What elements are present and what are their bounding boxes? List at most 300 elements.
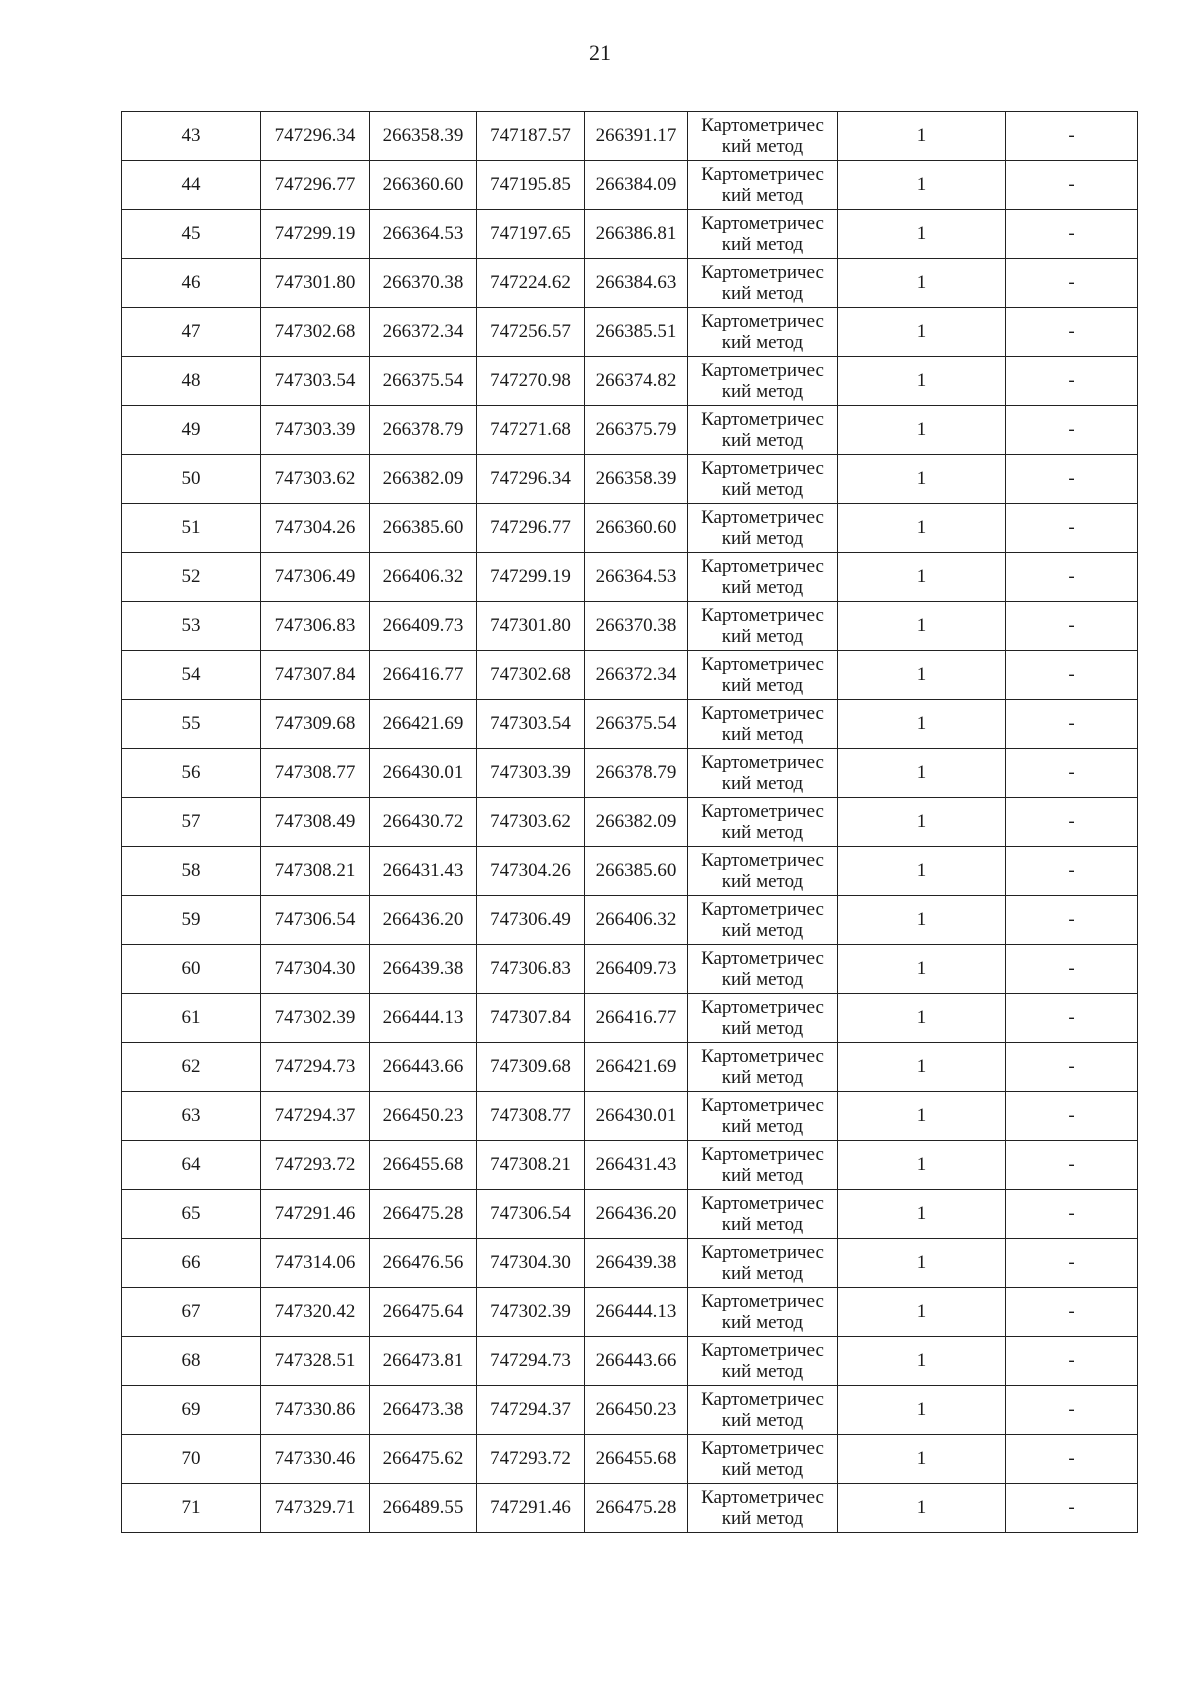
x2-cell: 747306.54	[477, 1190, 585, 1239]
accuracy-cell: 1	[838, 1337, 1006, 1386]
point-number-cell: 52	[122, 553, 261, 602]
method-line-2: кий метод	[721, 1508, 804, 1529]
y1-cell: 266431.43	[370, 847, 477, 896]
point-number-cell: 55	[122, 700, 261, 749]
x2-cell: 747308.77	[477, 1092, 585, 1141]
table-row	[122, 553, 1138, 602]
table-row	[122, 1092, 1138, 1141]
accuracy-cell: 1	[838, 308, 1006, 357]
y2-cell: 266360.60	[585, 504, 688, 553]
y2-cell: 266430.01	[585, 1092, 688, 1141]
accuracy-cell: 1	[838, 1190, 1006, 1239]
method-cell	[688, 1288, 838, 1337]
x1-cell: 747294.73	[261, 1043, 370, 1092]
point-number-cell: 61	[122, 994, 261, 1043]
method-cell	[688, 700, 838, 749]
note-cell: -	[1006, 1043, 1138, 1092]
accuracy-cell: 1	[838, 1239, 1006, 1288]
accuracy-cell: 1	[838, 112, 1006, 161]
x1-cell: 747309.68	[261, 700, 370, 749]
y2-cell: 266385.60	[585, 847, 688, 896]
table-row	[122, 994, 1138, 1043]
note-cell: -	[1006, 1288, 1138, 1337]
y1-cell: 266360.60	[370, 161, 477, 210]
y1-cell: 266378.79	[370, 406, 477, 455]
method-cell	[688, 896, 838, 945]
x1-cell: 747306.49	[261, 553, 370, 602]
table-row	[122, 1043, 1138, 1092]
method-line-1: Картометричес	[701, 899, 824, 920]
method-line-2: кий метод	[721, 136, 804, 157]
method-cell	[688, 1435, 838, 1484]
method-line-2: кий метод	[721, 381, 804, 402]
method-cell	[688, 259, 838, 308]
method-line-2: кий метод	[721, 185, 804, 206]
note-cell: -	[1006, 1239, 1138, 1288]
y2-cell: 266372.34	[585, 651, 688, 700]
table-row	[122, 406, 1138, 455]
y1-cell: 266473.38	[370, 1386, 477, 1435]
method-line-2: кий метод	[721, 1214, 804, 1235]
method-line-2: кий метод	[721, 1459, 804, 1480]
x1-cell: 747320.42	[261, 1288, 370, 1337]
point-number-cell: 53	[122, 602, 261, 651]
x1-cell: 747303.39	[261, 406, 370, 455]
page-number: 21	[589, 40, 611, 65]
accuracy-cell: 1	[838, 749, 1006, 798]
note-cell: -	[1006, 651, 1138, 700]
accuracy-cell: 1	[838, 1092, 1006, 1141]
method-cell	[688, 602, 838, 651]
method-cell	[688, 308, 838, 357]
method-line-1: Картометричес	[701, 507, 824, 528]
table-row	[122, 259, 1138, 308]
method-line-2: кий метод	[721, 1165, 804, 1186]
x2-cell: 747302.39	[477, 1288, 585, 1337]
point-number-cell: 48	[122, 357, 261, 406]
note-cell: -	[1006, 896, 1138, 945]
accuracy-cell: 1	[838, 161, 1006, 210]
method-line-2: кий метод	[721, 234, 804, 255]
x2-cell: 747306.49	[477, 896, 585, 945]
y2-cell: 266378.79	[585, 749, 688, 798]
accuracy-cell: 1	[838, 1043, 1006, 1092]
accuracy-cell: 1	[838, 798, 1006, 847]
table-row	[122, 945, 1138, 994]
y1-cell: 266370.38	[370, 259, 477, 308]
x1-cell: 747306.83	[261, 602, 370, 651]
y1-cell: 266475.28	[370, 1190, 477, 1239]
method-line-1: Картометричес	[701, 948, 824, 969]
accuracy-cell: 1	[838, 455, 1006, 504]
method-line-1: Картометричес	[701, 1095, 824, 1116]
note-cell: -	[1006, 700, 1138, 749]
point-number-cell: 65	[122, 1190, 261, 1239]
x2-cell: 747302.68	[477, 651, 585, 700]
method-line-1: Картометричес	[701, 1046, 824, 1067]
method-line-1: Картометричес	[701, 605, 824, 626]
note-cell: -	[1006, 1092, 1138, 1141]
accuracy-cell: 1	[838, 602, 1006, 651]
x1-cell: 747296.77	[261, 161, 370, 210]
y1-cell: 266416.77	[370, 651, 477, 700]
x1-cell: 747293.72	[261, 1141, 370, 1190]
x2-cell: 747197.65	[477, 210, 585, 259]
x1-cell: 747294.37	[261, 1092, 370, 1141]
method-line-1: Картометричес	[701, 997, 824, 1018]
note-cell: -	[1006, 1435, 1138, 1484]
x1-cell: 747299.19	[261, 210, 370, 259]
x2-cell: 747294.73	[477, 1337, 585, 1386]
x2-cell: 747303.39	[477, 749, 585, 798]
table-row	[122, 1484, 1138, 1533]
point-number-cell: 59	[122, 896, 261, 945]
note-cell: -	[1006, 1386, 1138, 1435]
note-cell: -	[1006, 1190, 1138, 1239]
x2-cell: 747296.34	[477, 455, 585, 504]
x2-cell: 747187.57	[477, 112, 585, 161]
note-cell: -	[1006, 847, 1138, 896]
x2-cell: 747301.80	[477, 602, 585, 651]
x2-cell: 747308.21	[477, 1141, 585, 1190]
y2-cell: 266455.68	[585, 1435, 688, 1484]
table-row	[122, 1190, 1138, 1239]
y2-cell: 266431.43	[585, 1141, 688, 1190]
method-cell	[688, 1239, 838, 1288]
x2-cell: 747293.72	[477, 1435, 585, 1484]
point-number-cell: 66	[122, 1239, 261, 1288]
x1-cell: 747304.30	[261, 945, 370, 994]
point-number-cell: 43	[122, 112, 261, 161]
point-number-cell: 69	[122, 1386, 261, 1435]
x1-cell: 747302.68	[261, 308, 370, 357]
x2-cell: 747307.84	[477, 994, 585, 1043]
table-row	[122, 1435, 1138, 1484]
y2-cell: 266374.82	[585, 357, 688, 406]
y2-cell: 266409.73	[585, 945, 688, 994]
method-cell	[688, 161, 838, 210]
method-cell	[688, 357, 838, 406]
point-number-cell: 68	[122, 1337, 261, 1386]
point-number-cell: 62	[122, 1043, 261, 1092]
method-cell	[688, 994, 838, 1043]
method-line-2: кий метод	[721, 1116, 804, 1137]
y1-cell: 266421.69	[370, 700, 477, 749]
method-line-1: Картометричес	[701, 1193, 824, 1214]
y2-cell: 266406.32	[585, 896, 688, 945]
method-line-2: кий метод	[721, 1018, 804, 1039]
method-cell	[688, 847, 838, 896]
point-number-cell: 44	[122, 161, 261, 210]
method-line-1: Картометричес	[701, 164, 824, 185]
table-row	[122, 455, 1138, 504]
x1-cell: 747330.86	[261, 1386, 370, 1435]
method-cell	[688, 406, 838, 455]
accuracy-cell: 1	[838, 1141, 1006, 1190]
y2-cell: 266375.54	[585, 700, 688, 749]
method-line-1: Картометричес	[701, 458, 824, 479]
coordinates-table	[121, 111, 1138, 1533]
note-cell: -	[1006, 994, 1138, 1043]
method-cell	[688, 1092, 838, 1141]
note-cell: -	[1006, 406, 1138, 455]
x2-cell: 747299.19	[477, 553, 585, 602]
point-number-cell: 46	[122, 259, 261, 308]
accuracy-cell: 1	[838, 553, 1006, 602]
accuracy-cell: 1	[838, 1484, 1006, 1533]
x1-cell: 747328.51	[261, 1337, 370, 1386]
note-cell: -	[1006, 945, 1138, 994]
y1-cell: 266375.54	[370, 357, 477, 406]
y2-cell: 266439.38	[585, 1239, 688, 1288]
y2-cell: 266358.39	[585, 455, 688, 504]
table-row	[122, 1386, 1138, 1435]
x2-cell: 747304.26	[477, 847, 585, 896]
y1-cell: 266436.20	[370, 896, 477, 945]
x2-cell: 747306.83	[477, 945, 585, 994]
method-line-2: кий метод	[721, 969, 804, 990]
method-line-2: кий метод	[721, 675, 804, 696]
y2-cell: 266475.28	[585, 1484, 688, 1533]
method-line-1: Картометричес	[701, 556, 824, 577]
method-line-2: кий метод	[721, 1361, 804, 1382]
y1-cell: 266385.60	[370, 504, 477, 553]
y1-cell: 266450.23	[370, 1092, 477, 1141]
note-cell: -	[1006, 112, 1138, 161]
y1-cell: 266430.72	[370, 798, 477, 847]
accuracy-cell: 1	[838, 210, 1006, 259]
accuracy-cell: 1	[838, 1386, 1006, 1435]
note-cell: -	[1006, 798, 1138, 847]
accuracy-cell: 1	[838, 504, 1006, 553]
table-body	[122, 112, 1138, 1533]
y2-cell: 266385.51	[585, 308, 688, 357]
y1-cell: 266475.64	[370, 1288, 477, 1337]
table-row	[122, 112, 1138, 161]
note-cell: -	[1006, 357, 1138, 406]
method-line-2: кий метод	[721, 626, 804, 647]
method-cell	[688, 651, 838, 700]
method-line-1: Картометричес	[701, 409, 824, 430]
method-cell	[688, 1484, 838, 1533]
point-number-cell: 47	[122, 308, 261, 357]
method-cell	[688, 945, 838, 994]
point-number-cell: 67	[122, 1288, 261, 1337]
table-row	[122, 1141, 1138, 1190]
point-number-cell: 70	[122, 1435, 261, 1484]
x1-cell: 747304.26	[261, 504, 370, 553]
method-cell	[688, 1337, 838, 1386]
method-cell	[688, 504, 838, 553]
method-line-1: Картометричес	[701, 654, 824, 675]
accuracy-cell: 1	[838, 1435, 1006, 1484]
note-cell: -	[1006, 1337, 1138, 1386]
note-cell: -	[1006, 749, 1138, 798]
y1-cell: 266439.38	[370, 945, 477, 994]
method-line-1: Картометричес	[701, 360, 824, 381]
y1-cell: 266382.09	[370, 455, 477, 504]
method-line-1: Картометричес	[701, 311, 824, 332]
y1-cell: 266430.01	[370, 749, 477, 798]
x1-cell: 747301.80	[261, 259, 370, 308]
method-line-1: Картометричес	[701, 1389, 824, 1410]
y1-cell: 266372.34	[370, 308, 477, 357]
method-cell	[688, 1386, 838, 1435]
method-line-2: кий метод	[721, 332, 804, 353]
method-line-2: кий метод	[721, 479, 804, 500]
method-cell	[688, 112, 838, 161]
note-cell: -	[1006, 210, 1138, 259]
x2-cell: 747195.85	[477, 161, 585, 210]
x2-cell: 747256.57	[477, 308, 585, 357]
method-line-1: Картометричес	[701, 1340, 824, 1361]
point-number-cell: 57	[122, 798, 261, 847]
x2-cell: 747303.54	[477, 700, 585, 749]
note-cell: -	[1006, 1484, 1138, 1533]
table-row	[122, 1239, 1138, 1288]
method-line-1: Картометричес	[701, 115, 824, 136]
y2-cell: 266384.09	[585, 161, 688, 210]
method-line-2: кий метод	[721, 773, 804, 794]
table-row	[122, 504, 1138, 553]
y2-cell: 266384.63	[585, 259, 688, 308]
y2-cell: 266436.20	[585, 1190, 688, 1239]
point-number-cell: 51	[122, 504, 261, 553]
y1-cell: 266364.53	[370, 210, 477, 259]
method-line-2: кий метод	[721, 920, 804, 941]
method-line-1: Картометричес	[701, 1144, 824, 1165]
accuracy-cell: 1	[838, 994, 1006, 1043]
accuracy-cell: 1	[838, 357, 1006, 406]
y2-cell: 266421.69	[585, 1043, 688, 1092]
note-cell: -	[1006, 504, 1138, 553]
note-cell: -	[1006, 553, 1138, 602]
x1-cell: 747291.46	[261, 1190, 370, 1239]
method-line-1: Картометричес	[701, 850, 824, 871]
method-cell	[688, 455, 838, 504]
method-line-1: Картометричес	[701, 1487, 824, 1508]
point-number-cell: 54	[122, 651, 261, 700]
table-row	[122, 602, 1138, 651]
x1-cell: 747308.21	[261, 847, 370, 896]
y2-cell: 266382.09	[585, 798, 688, 847]
method-line-1: Картометричес	[701, 1242, 824, 1263]
note-cell: -	[1006, 602, 1138, 651]
x1-cell: 747306.54	[261, 896, 370, 945]
x1-cell: 747296.34	[261, 112, 370, 161]
table-row	[122, 651, 1138, 700]
accuracy-cell: 1	[838, 1288, 1006, 1337]
method-line-2: кий метод	[721, 430, 804, 451]
y2-cell: 266416.77	[585, 994, 688, 1043]
table-row	[122, 700, 1138, 749]
method-line-2: кий метод	[721, 1410, 804, 1431]
table-row	[122, 798, 1138, 847]
method-line-1: Картометричес	[701, 703, 824, 724]
point-number-cell: 63	[122, 1092, 261, 1141]
y1-cell: 266475.62	[370, 1435, 477, 1484]
y1-cell: 266455.68	[370, 1141, 477, 1190]
x1-cell: 747302.39	[261, 994, 370, 1043]
method-line-2: кий метод	[721, 283, 804, 304]
accuracy-cell: 1	[838, 259, 1006, 308]
x1-cell: 747308.77	[261, 749, 370, 798]
note-cell: -	[1006, 455, 1138, 504]
table-row	[122, 847, 1138, 896]
point-number-cell: 64	[122, 1141, 261, 1190]
point-number-cell: 60	[122, 945, 261, 994]
method-line-2: кий метод	[721, 577, 804, 598]
y1-cell: 266444.13	[370, 994, 477, 1043]
x1-cell: 747303.54	[261, 357, 370, 406]
method-line-1: Картометричес	[701, 1438, 824, 1459]
y2-cell: 266391.17	[585, 112, 688, 161]
method-cell	[688, 1190, 838, 1239]
y2-cell: 266386.81	[585, 210, 688, 259]
x2-cell: 747271.68	[477, 406, 585, 455]
x2-cell: 747303.62	[477, 798, 585, 847]
x1-cell: 747314.06	[261, 1239, 370, 1288]
method-line-1: Картометричес	[701, 213, 824, 234]
y2-cell: 266443.66	[585, 1337, 688, 1386]
method-cell	[688, 1043, 838, 1092]
table-row	[122, 1288, 1138, 1337]
method-line-2: кий метод	[721, 528, 804, 549]
method-cell	[688, 798, 838, 847]
y2-cell: 266370.38	[585, 602, 688, 651]
table-row	[122, 308, 1138, 357]
table-row	[122, 161, 1138, 210]
y1-cell: 266476.56	[370, 1239, 477, 1288]
note-cell: -	[1006, 259, 1138, 308]
x2-cell: 747270.98	[477, 357, 585, 406]
point-number-cell: 56	[122, 749, 261, 798]
point-number-cell: 45	[122, 210, 261, 259]
method-line-1: Картометричес	[701, 801, 824, 822]
method-line-2: кий метод	[721, 724, 804, 745]
x1-cell: 747308.49	[261, 798, 370, 847]
y2-cell: 266364.53	[585, 553, 688, 602]
x2-cell: 747294.37	[477, 1386, 585, 1435]
x2-cell: 747291.46	[477, 1484, 585, 1533]
y1-cell: 266409.73	[370, 602, 477, 651]
x1-cell: 747330.46	[261, 1435, 370, 1484]
method-line-2: кий метод	[721, 1312, 804, 1333]
table-row	[122, 749, 1138, 798]
y2-cell: 266375.79	[585, 406, 688, 455]
point-number-cell: 49	[122, 406, 261, 455]
method-line-2: кий метод	[721, 871, 804, 892]
y1-cell: 266489.55	[370, 1484, 477, 1533]
note-cell: -	[1006, 308, 1138, 357]
y2-cell: 266444.13	[585, 1288, 688, 1337]
accuracy-cell: 1	[838, 945, 1006, 994]
x2-cell: 747304.30	[477, 1239, 585, 1288]
method-line-1: Картометричес	[701, 1291, 824, 1312]
accuracy-cell: 1	[838, 847, 1006, 896]
method-cell	[688, 1141, 838, 1190]
x1-cell: 747303.62	[261, 455, 370, 504]
point-number-cell: 71	[122, 1484, 261, 1533]
accuracy-cell: 1	[838, 896, 1006, 945]
method-line-1: Картометричес	[701, 752, 824, 773]
accuracy-cell: 1	[838, 700, 1006, 749]
method-line-2: кий метод	[721, 822, 804, 843]
accuracy-cell: 1	[838, 651, 1006, 700]
y1-cell: 266443.66	[370, 1043, 477, 1092]
y1-cell: 266473.81	[370, 1337, 477, 1386]
x2-cell: 747296.77	[477, 504, 585, 553]
